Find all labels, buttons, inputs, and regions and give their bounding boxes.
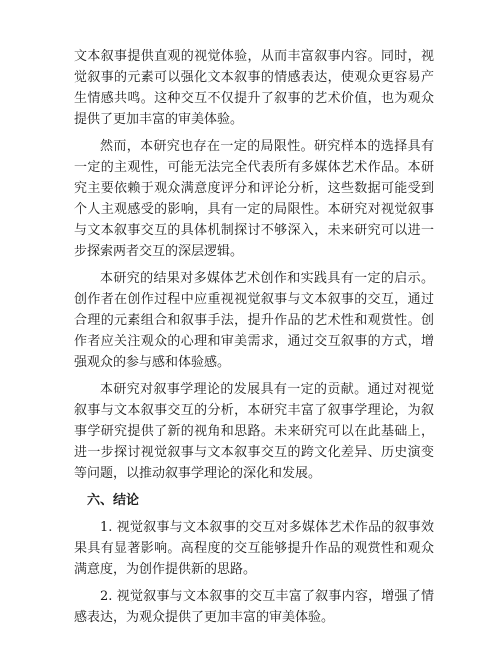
paragraph-limitations: 然而，本研究也存在一定的局限性。研究样本的选择具有一定的主观性，可能无法完全代表所有多媒体艺术作品。本研究主要依赖于观众满意度评分和评论分析，这些数据可能受到个人主观感受的影响，具有一定的局限性。本研究对视觉叙事与文本叙事交互的具体机制探讨不够深入，未来研究可以进一步探索两者交互的深层逻辑。 — [74, 139, 434, 259]
paragraph-implications: 本研究的结果对多媒体艺术创作和实践具有一定的启示。创作者在创作过程中应重视视觉叙事与文本叙事的交互，通过合理的元素组合和叙事手法，提升作品的艺术性和观赏性。创作者应关注观众的心理和审美需求，通过交互叙事的方式，增强观众的参与感和体验感。 — [74, 271, 434, 370]
conclusion-item-1: 1. 视觉叙事与文本叙事的交互对多媒体艺术作品的叙事效果具有显著影响。高程度的交互能够提升作品的观赏性和观众满意度，为创作提供新的思路。 — [74, 520, 434, 577]
document-body — [74, 46, 434, 634]
paragraph-contribution: 本研究对叙事学理论的发展具有一定的贡献。通过对视觉叙事与文本叙事交互的分析，本研究丰富了叙事学理论，为叙事学研究提供了新的视角和思路。未来研究可以在此基础上，进一步探讨视觉叙事与文本叙事交互的跨文化差异、历史演变等问题，以推动叙事学理论的深化和发展。 — [74, 382, 434, 481]
conclusion-item-2: 2. 视觉叙事与文本叙事的交互丰富了叙事内容，增强了情感表达，为观众提供了更加丰富的审美体验。 — [74, 589, 434, 625]
paragraph-continuation: 文本叙事提供直观的视觉体验，从而丰富叙事内容。同时，视觉叙事的元素可以强化文本叙事的情感表达，使观众更容易产生情感共鸣。这种交互不仅提升了叙事的艺术价值，也为观众提供了更加丰富的审美体验。 — [74, 49, 434, 127]
section-heading-conclusion: 六、结论 — [87, 493, 140, 508]
